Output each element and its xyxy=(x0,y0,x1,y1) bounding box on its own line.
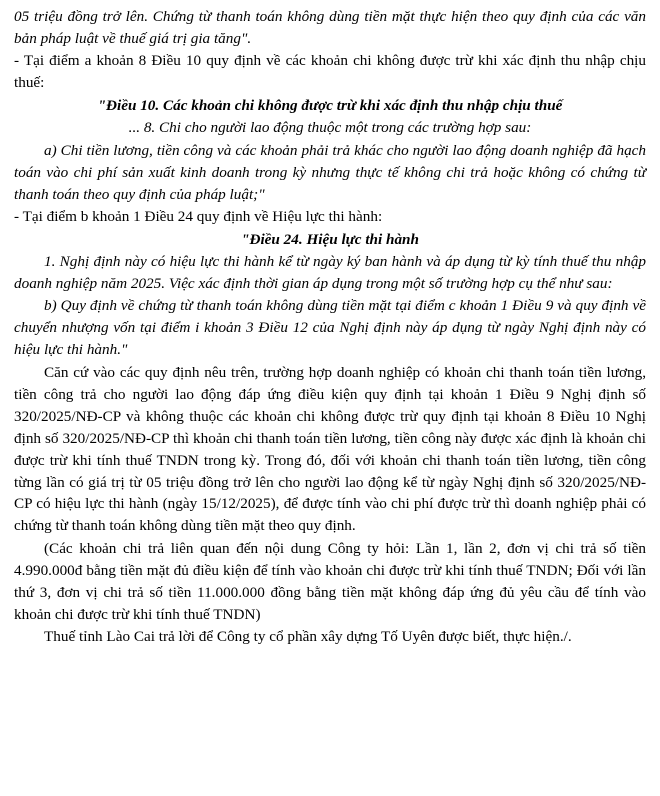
clause-8-intro: ... 8. Chi cho người lao động thuộc một trong các trường hợp sau: xyxy=(128,119,532,137)
clause-8a-text: a) Chi tiền lương, tiền công và các khoản phải trả khác cho người lao động doanh nghiệp đã hạch toán vào chi phí sản xuất kinh doanh trong kỳ nhưng thực tế không chi trả hoặc không có chứng từ thanh toán theo quy định của pháp luật;" xyxy=(14,141,646,203)
paragraph-continuation: 05 triệu đồng trở lên. Chứng từ thanh toán không dùng tiền mặt thực hiện theo quy định của các văn bản pháp luật về thuế giá trị gia tăng". xyxy=(14,8,646,47)
example-note: (Các khoản chi trả liên quan đến nội dung Công ty hỏi: Lần 1, lần 2, đơn vị chi trả số tiền 4.990.000đ bằng tiền mặt đủ điều kiện để tính vào khoản chi được trừ khi tính thuế TNDN; Đối với lần thứ 3, đơn vị chi trả số tiền 11.000.000 đồng bằng tiền mặt không đáp ứng đủ yêu cầu để tính vào khoản chi được trừ khi tính thuế TNDN) xyxy=(14,539,646,623)
heading-article-24: "Điều 24. Hiệu lực thi hành xyxy=(241,230,419,248)
clause-24-1b-text: b) Quy định về chứng từ thanh toán không dùng tiền mặt tại điểm c khoản 1 Điều 9 và quy định về chuyển nhượng vốn tại điểm i khoản 3 Điều 12 của Nghị định này áp dụng từ ngày Nghị định này có hiệu lực thi hành." xyxy=(14,297,646,359)
paragraph-ref-article24: - Tại điểm b khoản 1 Điều 24 quy định về Hiệu lực thi hành: xyxy=(14,208,383,226)
paragraph-ref-article10: - Tại điểm a khoản 8 Điều 10 quy định về các khoản chi không được trừ khi xác định thu nhập chịu thuế: xyxy=(14,52,646,92)
heading-article-10: "Điều 10. Các khoản chi không được trừ khi xác định thu nhập chịu thuế xyxy=(97,96,563,114)
closing-statement: Thuế tỉnh Lào Cai trả lời để Công ty cổ phần xây dựng Tố Uyên được biết, thực hiện./. xyxy=(44,628,572,646)
clause-24-1-text: 1. Nghị định này có hiệu lực thi hành kể từ ngày ký ban hành và áp dụng từ kỳ tính thuế thu nhập doanh nghiệp năm 2025. Việc xác định thời gian áp dụng trong một số trường hợp cụ thể như sau: xyxy=(14,252,646,292)
conclusion-analysis: Căn cứ vào các quy định nêu trên, trường hợp doanh nghiệp có khoản chi thanh toán tiền lương, tiền công trả cho người lao động đáp ứng điều kiện quy định tại khoản 1 Điều 9 Nghị định số 320/2025/NĐ-CP và không thuộc các khoản chi không được trừ quy định tại khoản 8 Điều 10 Nghị định số 320/2025/NĐ-CP thì khoản chi thanh toán tiền lương, tiền công này được xác định là khoản chi được trừ khi tính thuế TNDN trong kỳ. Trong đó, đối với khoản chi thanh toán tiền lương, tiền công từng lần có giá trị từ 05 triệu đồng trở lên cho người lao động kể từ ngày Nghị định số 320/2025/NĐ-CP có hiệu lực thi hành (ngày 15/12/2025), để được tính vào chi phí được trừ thì doanh nghiệp phải có chứng từ thanh toán không dùng tiền mặt theo quy định. xyxy=(14,363,646,535)
